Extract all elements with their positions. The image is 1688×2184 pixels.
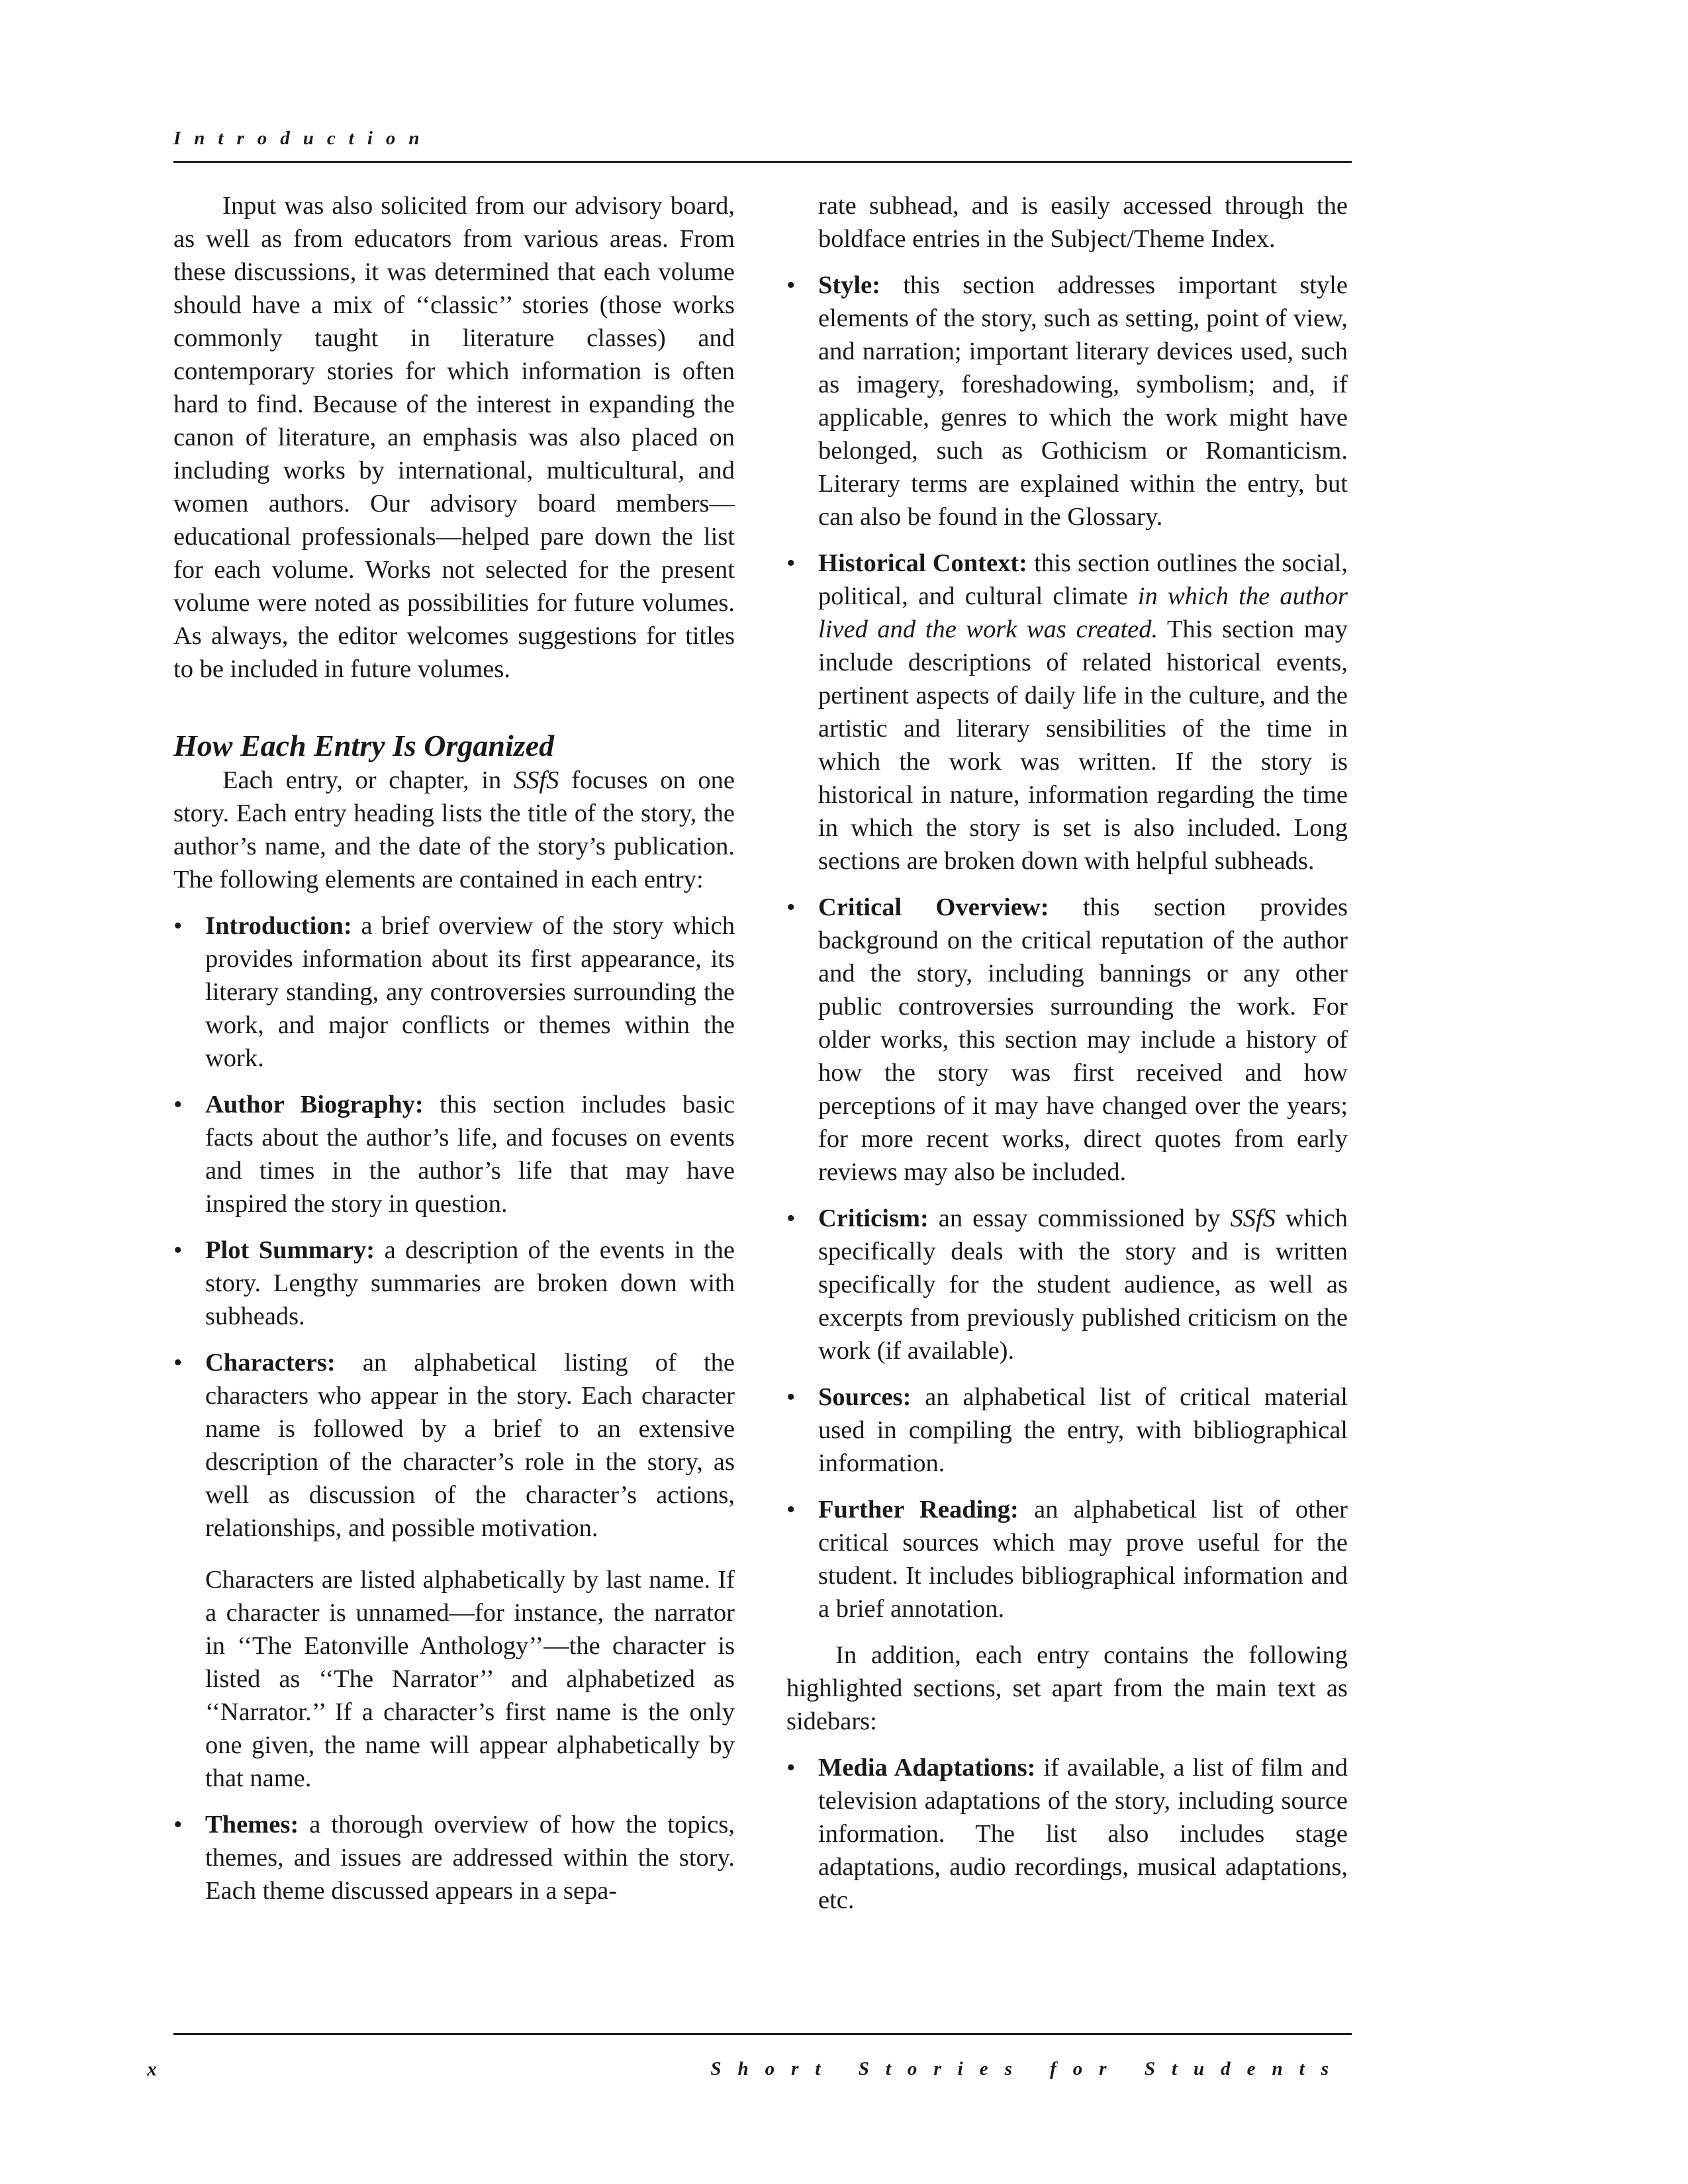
characters-note: Characters are listed alphabetically by last name. If a character is unnamed—for instance, the narrator in ‘‘The Eatonville Anthology’’—the character is listed as ‘‘The Narrator’’ and alphabetized as ‘‘Narrator.’’ If a character’s first name is the only one given, the name will appear alphabetically by that name.: [205, 1566, 735, 1792]
desc-author-biography: this section includes basic facts about the author’s life, and focuses on events and times in the author’s life that may have inspired the story in question.: [205, 1091, 735, 1218]
desc-characters: an alphabetical listing of the characters who appear in the story. Each character name is followed by a brief to an extensive description of the character’s role in the story, as well as discussion of the character’s actions, relationships, and possible motivation.: [205, 1349, 735, 1542]
intro-paragraph: Input was also solicited from our advisory board, as well as from educators from various areas. From these discussions, it was determined that each volume should have a mix of ‘‘classic’’ stories (those works commonly taught in literature classes) and contemporary stories for which information is often hard to find. Because of the interest in expanding the canon of literature, an emphasis was also placed on including works by international, multicultural, and women authors. Our advisory board members—educational professionals—helped pare down the list for each volume. Works not selected for the present volume were noted as possibilities for future volumes. As always, the editor welcomes suggestions for titles to be included in future volumes.: [173, 192, 735, 683]
desc-historical-context-a: this section outlines the social, political, and cultural climate: [818, 549, 1348, 610]
desc-criticism-italic: SSfS: [1230, 1205, 1276, 1232]
desc-further-reading: an alphabetical list of other critical sources which may prove useful for the student. It includes bibliographical information and a brief annotation.: [818, 1496, 1348, 1623]
list-item-sources: [786, 1381, 1348, 1480]
ssfs-abbrev: SSfS: [513, 766, 559, 794]
themes-continuation: rate subhead, and is easily accessed through the boldface entries in the Subject/Theme Index.: [818, 192, 1348, 253]
right-column: [786, 189, 1348, 1930]
term-critical-overview: Critical Overview:: [818, 893, 1049, 921]
desc-criticism-b: which specifically deals with the story and is written specifically for the student audience, as well as excerpts from previously published criticism on the work (if available).: [818, 1205, 1348, 1365]
organized-text-b: focuses on one story. Each entry heading lists the title of the story, the author’s name, and the date of the story’s publication. The following elements are contained in each entry:: [173, 766, 735, 893]
desc-introduction: a brief overview of the story which provides information about its first appearance, its literary standing, any controversies surrounding the work, and major conflicts or themes within the work.: [205, 912, 735, 1072]
term-plot-summary: Plot Summary:: [205, 1236, 375, 1264]
desc-critical-overview: this section provides background on the critical reputation of the author and the story, including bannings or any other public controversies surrounding the work. For older works, this section may include a history of how the story was first received and how perceptions of it may have changed over the years; for more recent works, direct quotes from early reviews may also be included.: [818, 893, 1348, 1186]
left-column: [173, 189, 735, 1921]
term-introduction: Introduction:: [205, 912, 352, 940]
page-number: x: [147, 2058, 157, 2080]
list-item-media-adaptations: [786, 1751, 1348, 1917]
section-heading: How Each Entry Is Organized: [173, 729, 555, 762]
book-title: Short Stories for Students: [710, 2058, 1345, 2079]
sidebar-intro: In addition, each entry contains the following highlighted sections, set apart from the main text as sidebars:: [786, 1641, 1348, 1735]
term-historical-context: Historical Context:: [818, 549, 1027, 577]
desc-plot-summary: a description of the events in the story. Lengthy summaries are broken down with subheads.: [205, 1236, 735, 1330]
term-criticism: Criticism:: [818, 1205, 929, 1232]
list-item-historical-context: [786, 547, 1348, 878]
sidebar-list: [786, 1751, 1348, 1917]
list-item-further-reading: [786, 1493, 1348, 1625]
organized-text-a: Each entry, or chapter, in: [222, 766, 514, 794]
desc-historical-context-b: This section may include descriptions of related historical events, pertinent aspects of daily life in the culture, and the artistic and literary sensibilities of the time in which the work was written. If the story is historical in nature, information regarding the time in which the story is set is also included. Long sections are broken down with helpful subheads.: [818, 615, 1348, 875]
term-sources: Sources:: [818, 1383, 912, 1411]
desc-style: this section addresses important style elements of the story, such as setting, point of view, and narration; important literary devices used, such as imagery, foreshadowing, symbolism; and, if applicable, genres to which the work might have belonged, such as Gothicism or Romanticism. Literary terms are explained within the entry, but can also be found in the Glossary.: [818, 271, 1348, 531]
header-rule: [173, 161, 1352, 163]
entry-elements-list: [173, 909, 735, 1907]
footer-rule: [173, 2033, 1352, 2035]
term-style: Style:: [818, 271, 881, 299]
term-themes: Themes:: [205, 1811, 299, 1839]
desc-sources: an alphabetical list of critical material used in compiling the entry, with bibliographical information.: [818, 1383, 1348, 1477]
running-head: Introduction: [173, 128, 433, 149]
list-item-style: [786, 269, 1348, 533]
term-characters: Characters:: [205, 1349, 336, 1377]
list-item-criticism: [786, 1202, 1348, 1367]
list-item-characters: [173, 1346, 735, 1795]
desc-themes: a thorough overview of how the topics, themes, and issues are addressed within the story. Each theme discussed appears in a sepa-: [205, 1811, 735, 1905]
list-item-introduction: [173, 909, 735, 1075]
organized-paragraph: [173, 764, 735, 896]
list-item-author-biography: [173, 1088, 735, 1220]
entry-elements-list-continued: [786, 269, 1348, 1625]
list-item-critical-overview: [786, 891, 1348, 1189]
term-further-reading: Further Reading:: [818, 1496, 1019, 1524]
list-item-themes: [173, 1808, 735, 1907]
desc-media-adaptations: if available, a list of film and television adaptations of the story, including source information. The list also includes stage adaptations, audio recordings, musical adaptations, etc.: [818, 1754, 1348, 1914]
term-author-biography: Author Biography:: [205, 1091, 424, 1118]
term-media-adaptations: Media Adaptations:: [818, 1754, 1036, 1782]
list-item-plot-summary: [173, 1234, 735, 1333]
desc-historical-context-italic: in which the author lived and the work was created.: [818, 582, 1348, 643]
desc-criticism-a: an essay commissioned by: [928, 1205, 1231, 1232]
